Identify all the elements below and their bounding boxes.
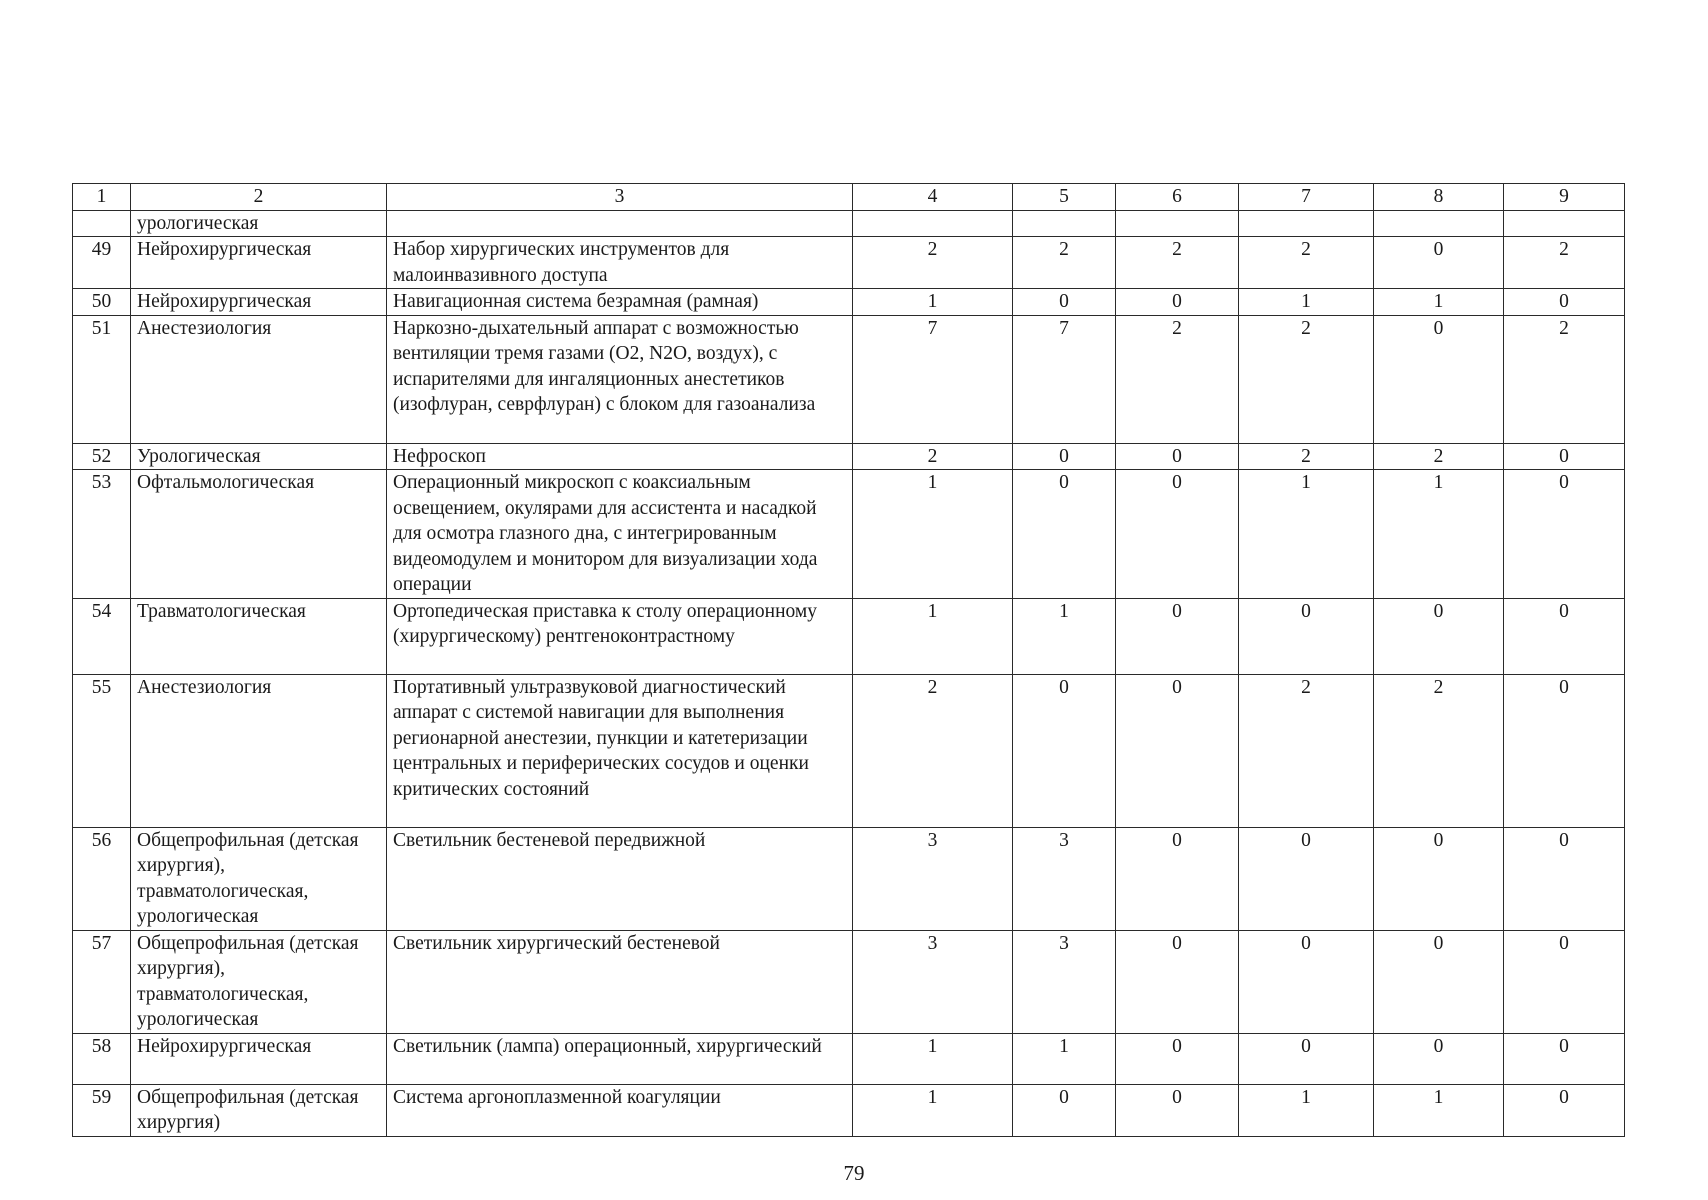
value-cell-col-4: 7 (853, 315, 1013, 443)
value-cell-col-6: 0 (1116, 674, 1239, 827)
value-cell-col-7: 1 (1239, 470, 1374, 599)
value-cell-col-7: 0 (1239, 827, 1374, 930)
equipment-name-cell: Операционный микроскоп с коаксиальным освещением, окулярами для ассистента и насадкой для осмотра глазного дна, с интегрированным видеомодулем и монитором для визуализации хода операции (387, 470, 853, 599)
header-row (73, 184, 1625, 211)
header-cell-9: 9 (1504, 184, 1625, 211)
table-row (73, 237, 1625, 289)
value-cell-col-5: 7 (1013, 315, 1116, 443)
table-row (73, 443, 1625, 470)
table-row (73, 930, 1625, 1033)
department-cell: Урологическая (131, 443, 387, 470)
value-cell-col-7: 2 (1239, 237, 1374, 289)
value-cell-col-7 (1239, 210, 1374, 237)
row-number: 55 (73, 674, 131, 827)
table-row (73, 674, 1625, 827)
equipment-name-cell: Ортопедическая приставка к столу операционному (хирургическому) рентгеноконтрастному (387, 598, 853, 674)
value-cell-col-4: 3 (853, 930, 1013, 1033)
table-row (73, 598, 1625, 674)
value-cell-col-5: 1 (1013, 598, 1116, 674)
value-cell-col-9: 0 (1504, 289, 1625, 316)
value-cell-col-9: 0 (1504, 674, 1625, 827)
value-cell-col-9: 0 (1504, 443, 1625, 470)
value-cell-col-6: 0 (1116, 443, 1239, 470)
row-number: 56 (73, 827, 131, 930)
row-number: 50 (73, 289, 131, 316)
department-cell: Общепрофильная (детская хирургия) (131, 1084, 387, 1136)
department-cell: Общепрофильная (детская хирургия), травматологическая, урологическая (131, 930, 387, 1033)
value-cell-col-4: 1 (853, 1084, 1013, 1136)
department-cell: урологическая (131, 210, 387, 237)
value-cell-col-6: 0 (1116, 289, 1239, 316)
department-cell: Анестезиология (131, 674, 387, 827)
equipment-name-cell (387, 210, 853, 237)
row-number: 59 (73, 1084, 131, 1136)
value-cell-col-5: 2 (1013, 237, 1116, 289)
equipment-name-cell: Портативный ультразвуковой диагностический аппарат с системой навигации для выполнения регионарной анестезии, пункции и катетеризации центральных и периферических сосудов и оценки критических состояний (387, 674, 853, 827)
value-cell-col-6: 2 (1116, 237, 1239, 289)
value-cell-col-8: 1 (1374, 1084, 1504, 1136)
value-cell-col-4: 2 (853, 674, 1013, 827)
header-cell-6: 6 (1116, 184, 1239, 211)
table-row (73, 1033, 1625, 1084)
value-cell-col-9: 0 (1504, 598, 1625, 674)
value-cell-col-5: 1 (1013, 1033, 1116, 1084)
value-cell-col-9: 0 (1504, 1033, 1625, 1084)
value-cell-col-8: 0 (1374, 598, 1504, 674)
row-number: 57 (73, 930, 131, 1033)
value-cell-col-9: 2 (1504, 237, 1625, 289)
value-cell-col-4: 1 (853, 470, 1013, 599)
value-cell-col-8: 1 (1374, 470, 1504, 599)
department-cell: Нейрохирургическая (131, 1033, 387, 1084)
value-cell-col-5: 0 (1013, 1084, 1116, 1136)
value-cell-col-6: 0 (1116, 1033, 1239, 1084)
value-cell-col-5: 0 (1013, 470, 1116, 599)
value-cell-col-5: 3 (1013, 930, 1116, 1033)
equipment-name-cell: Светильник (лампа) операционный, хирургический (387, 1033, 853, 1084)
value-cell-col-9: 0 (1504, 930, 1625, 1033)
value-cell-col-8: 0 (1374, 237, 1504, 289)
value-cell-col-6 (1116, 210, 1239, 237)
value-cell-col-9 (1504, 210, 1625, 237)
row-number: 49 (73, 237, 131, 289)
value-cell-col-4: 1 (853, 1033, 1013, 1084)
value-cell-col-6: 0 (1116, 930, 1239, 1033)
value-cell-col-5: 0 (1013, 443, 1116, 470)
value-cell-col-4: 2 (853, 237, 1013, 289)
header-cell-1: 1 (73, 184, 131, 211)
table-row (73, 210, 1625, 237)
value-cell-col-7: 2 (1239, 315, 1374, 443)
value-cell-col-7: 2 (1239, 674, 1374, 827)
row-number: 53 (73, 470, 131, 599)
row-number: 52 (73, 443, 131, 470)
table-row (73, 827, 1625, 930)
value-cell-col-4 (853, 210, 1013, 237)
table-row (73, 1084, 1625, 1136)
department-cell: Анестезиология (131, 315, 387, 443)
value-cell-col-8 (1374, 210, 1504, 237)
header-cell-2: 2 (131, 184, 387, 211)
value-cell-col-8: 1 (1374, 289, 1504, 316)
value-cell-col-7: 1 (1239, 289, 1374, 316)
value-cell-col-6: 0 (1116, 1084, 1239, 1136)
value-cell-col-5: 3 (1013, 827, 1116, 930)
value-cell-col-4: 3 (853, 827, 1013, 930)
department-cell: Офтальмологическая (131, 470, 387, 599)
value-cell-col-7: 0 (1239, 1033, 1374, 1084)
value-cell-col-4: 2 (853, 443, 1013, 470)
header-cell-7: 7 (1239, 184, 1374, 211)
equipment-name-cell: Светильник бестеневой передвижной (387, 827, 853, 930)
row-number: 58 (73, 1033, 131, 1084)
value-cell-col-9: 2 (1504, 315, 1625, 443)
header-cell-5: 5 (1013, 184, 1116, 211)
header-cell-4: 4 (853, 184, 1013, 211)
row-number (73, 210, 131, 237)
equipment-name-cell: Нефроскоп (387, 443, 853, 470)
value-cell-col-4: 1 (853, 289, 1013, 316)
value-cell-col-7: 1 (1239, 1084, 1374, 1136)
value-cell-col-5: 0 (1013, 674, 1116, 827)
value-cell-col-6: 0 (1116, 598, 1239, 674)
table-row (73, 470, 1625, 599)
page-number: 79 (843, 1161, 865, 1185)
department-cell: Нейрохирургическая (131, 237, 387, 289)
value-cell-col-9: 0 (1504, 827, 1625, 930)
value-cell-col-5: 0 (1013, 289, 1116, 316)
value-cell-col-6: 0 (1116, 470, 1239, 599)
equipment-name-cell: Набор хирургических инструментов для малоинвазивного доступа (387, 237, 853, 289)
equipment-name-cell: Светильник хирургический бестеневой (387, 930, 853, 1033)
department-cell: Общепрофильная (детская хирургия), травматологическая, урологическая (131, 827, 387, 930)
value-cell-col-6: 0 (1116, 827, 1239, 930)
table-row (73, 315, 1625, 443)
value-cell-col-9: 0 (1504, 470, 1625, 599)
value-cell-col-7: 2 (1239, 443, 1374, 470)
value-cell-col-8: 0 (1374, 930, 1504, 1033)
value-cell-col-8: 0 (1374, 827, 1504, 930)
header-cell-3: 3 (387, 184, 853, 211)
row-number: 54 (73, 598, 131, 674)
value-cell-col-9: 0 (1504, 1084, 1625, 1136)
value-cell-col-8: 2 (1374, 443, 1504, 470)
value-cell-col-4: 1 (853, 598, 1013, 674)
value-cell-col-7: 0 (1239, 598, 1374, 674)
header-cell-8: 8 (1374, 184, 1504, 211)
value-cell-col-8: 2 (1374, 674, 1504, 827)
value-cell-col-7: 0 (1239, 930, 1374, 1033)
equipment-name-cell: Навигационная система безрамная (рамная) (387, 289, 853, 316)
row-number: 51 (73, 315, 131, 443)
value-cell-col-5 (1013, 210, 1116, 237)
equipment-name-cell: Система аргоноплазменной коагуляции (387, 1084, 853, 1136)
department-cell: Нейрохирургическая (131, 289, 387, 316)
equipment-name-cell: Наркозно-дыхательный аппарат с возможностью вентиляции тремя газами (O2, N2O, воздух), с испарителями для ингаляционных анестетиков (изофлуран, севрфлуран) с блоком для газоанализа (387, 315, 853, 443)
value-cell-col-6: 2 (1116, 315, 1239, 443)
value-cell-col-8: 0 (1374, 315, 1504, 443)
department-cell: Травматологическая (131, 598, 387, 674)
table-row (73, 289, 1625, 316)
equipment-table (72, 183, 1625, 1137)
value-cell-col-8: 0 (1374, 1033, 1504, 1084)
table-body (73, 184, 1625, 1137)
